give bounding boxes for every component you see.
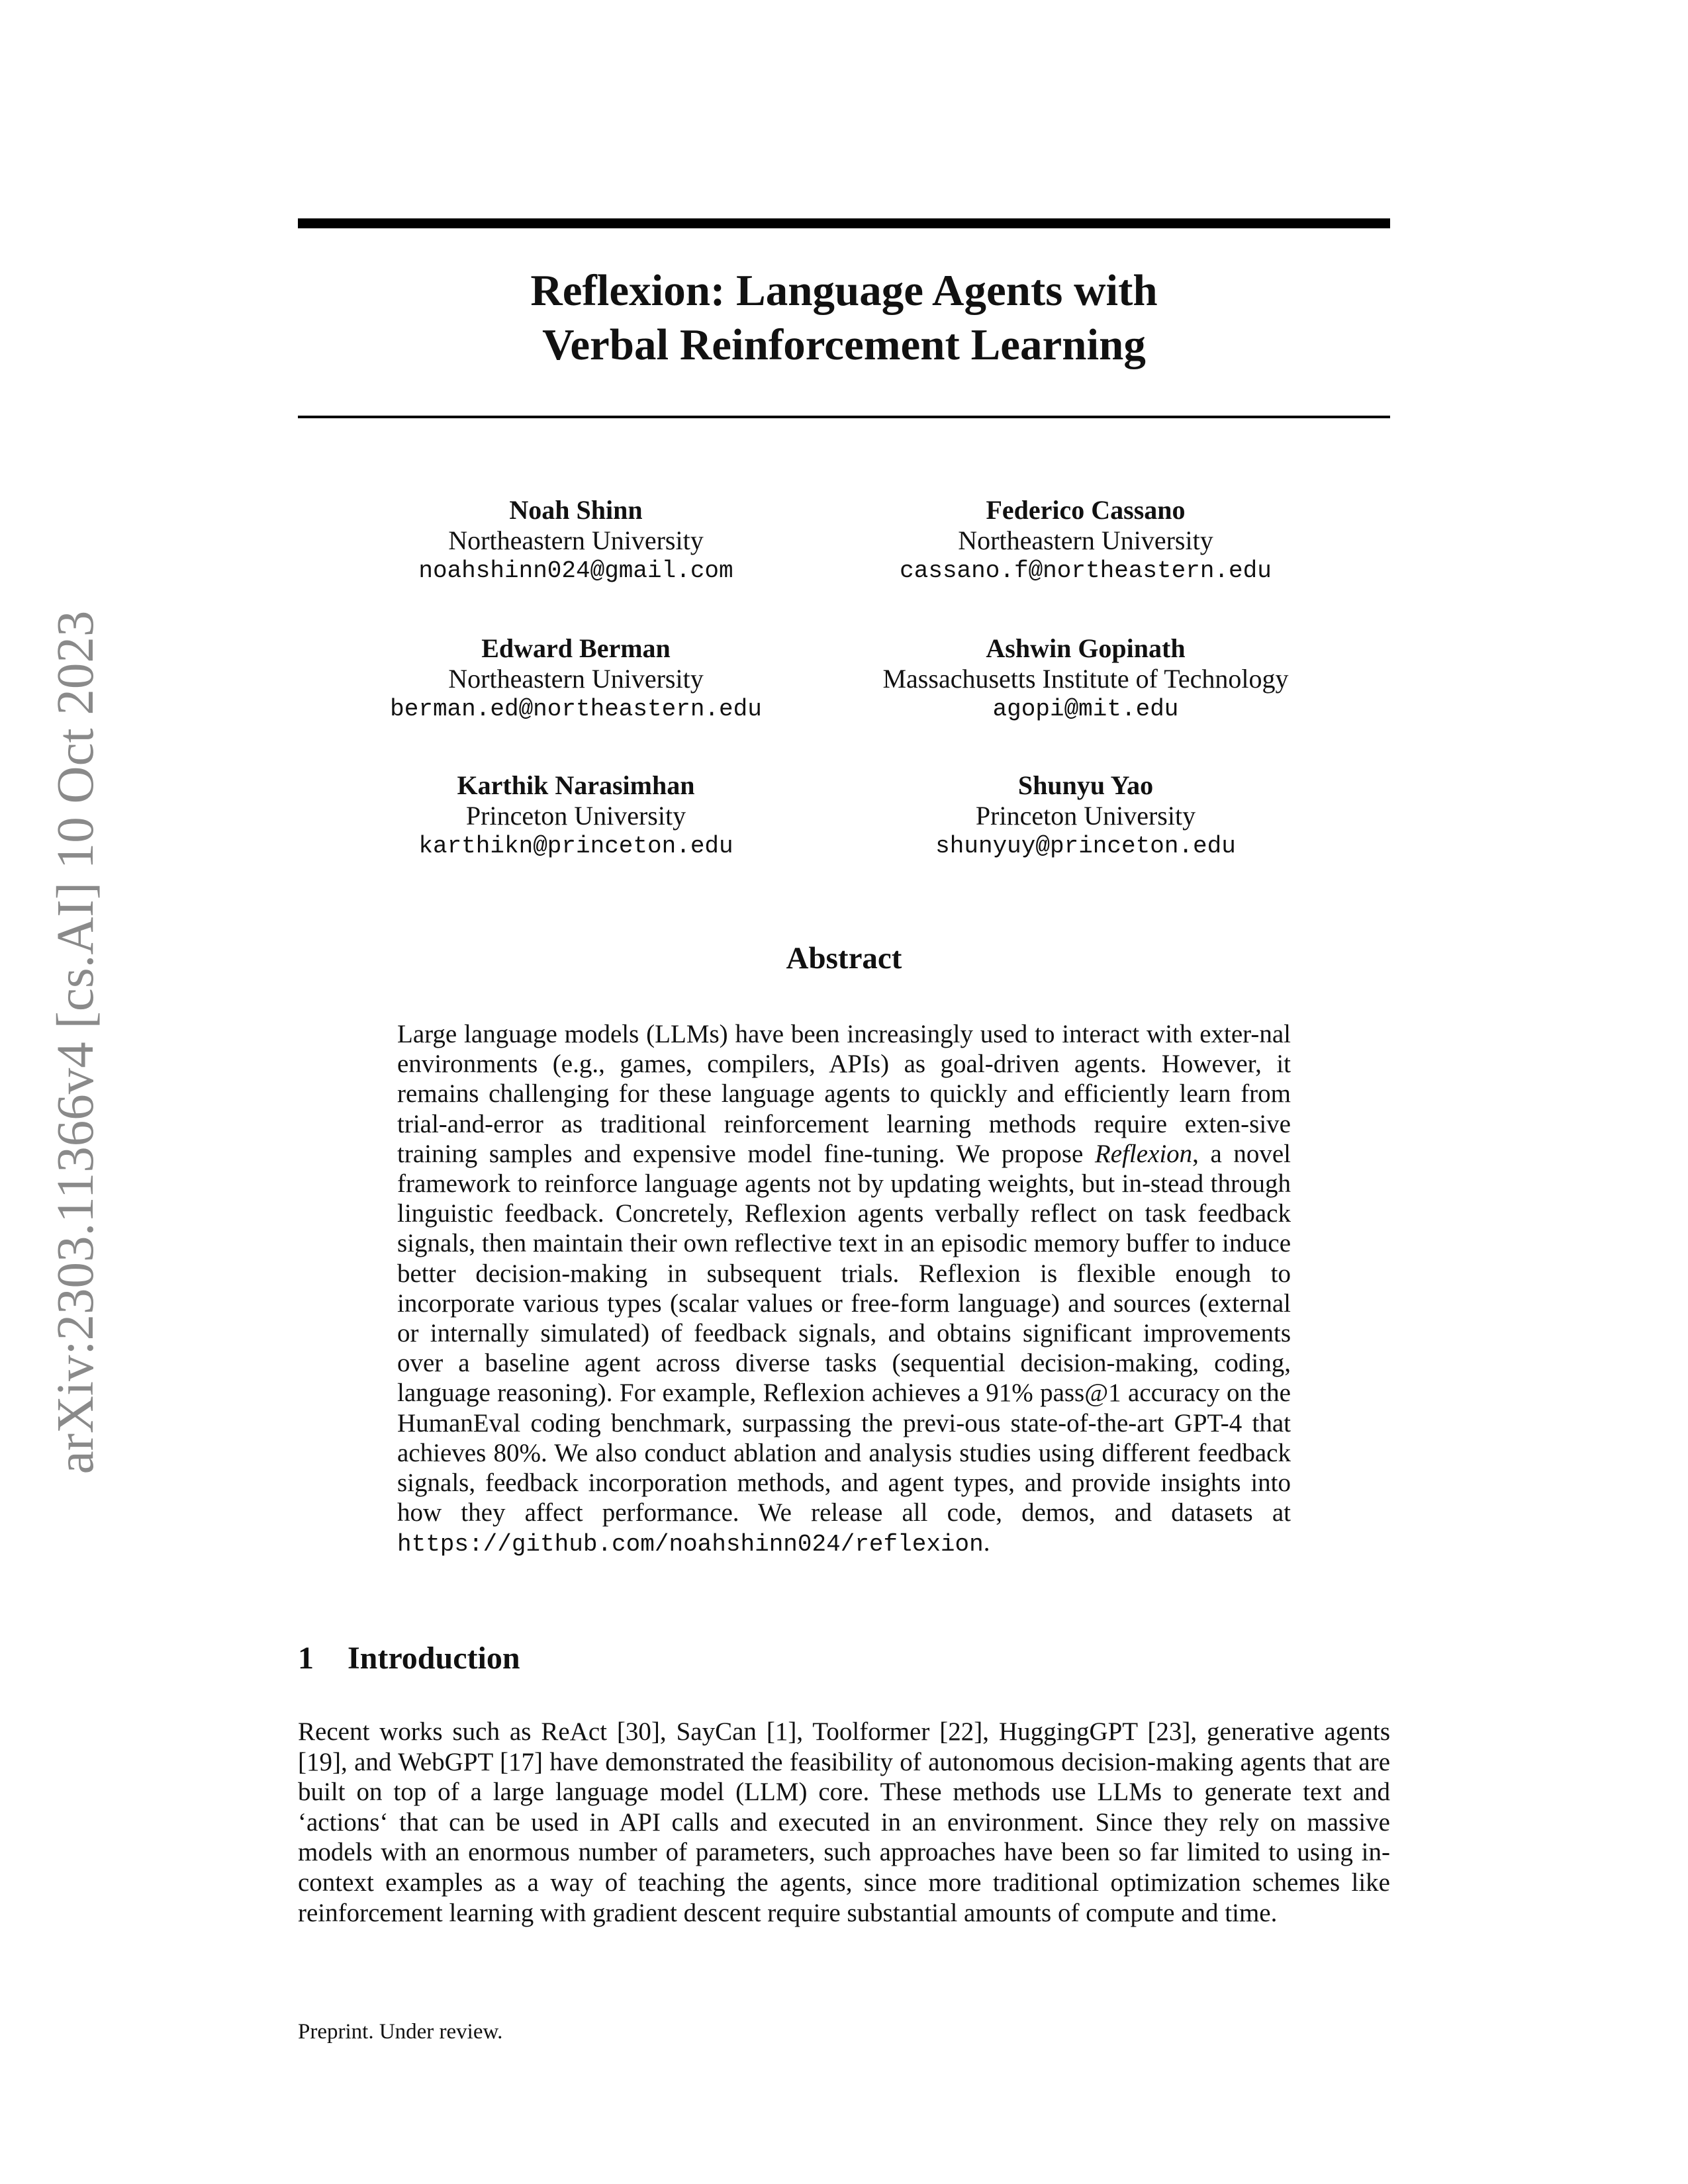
author-block xyxy=(834,495,1337,586)
author-email: agopi@mit.edu xyxy=(992,696,1179,723)
author-name: Edward Berman xyxy=(481,633,671,663)
section-title: Introduction xyxy=(348,1641,520,1676)
paper-title xyxy=(298,263,1390,372)
author-affiliation: Massachusetts Institute of Technology xyxy=(882,664,1289,694)
author-name: Ashwin Gopinath xyxy=(986,633,1186,663)
paper-title-line-1: Reflexion: Language Agents with xyxy=(530,266,1158,315)
abstract-end-punctuation: . xyxy=(983,1528,990,1557)
section-heading-introduction xyxy=(298,1640,1390,1677)
author-email: berman.ed@northeastern.edu xyxy=(390,696,762,723)
paper-title-line-2: Verbal Reinforcement Learning xyxy=(542,320,1146,369)
author-email: shunyuy@princeton.edu xyxy=(935,833,1236,860)
author-email: noahshinn024@gmail.com xyxy=(418,557,733,584)
title-rule-top xyxy=(298,218,1390,228)
author-name: Federico Cassano xyxy=(986,495,1186,525)
repository-link[interactable]: https://github.com/noahshinn024/reflexion xyxy=(397,1531,984,1559)
author-affiliation: Northeastern University xyxy=(958,525,1213,555)
author-affiliation: Princeton University xyxy=(975,801,1196,831)
abstract-heading: Abstract xyxy=(786,941,902,976)
author-name: Noah Shinn xyxy=(509,495,643,525)
author-email: karthikn@princeton.edu xyxy=(418,833,733,860)
section-number: 1 xyxy=(298,1641,314,1676)
arxiv-stamp: arXiv:2303.11366v4 [cs.AI] 10 Oct 2023 xyxy=(47,610,105,1475)
author-affiliation: Northeastern University xyxy=(448,664,704,694)
preprint-footnote: Preprint. Under review. xyxy=(298,2020,503,2044)
abstract-emphasis: Reflexion xyxy=(1094,1139,1193,1168)
author-block xyxy=(324,495,827,586)
author-name: Shunyu Yao xyxy=(1017,770,1154,800)
author-block xyxy=(324,770,827,862)
abstract-text-part: Large language models (LLMs) have been increasingly used to interact with exter-nal environments (e.g., games, compilers, APIs) as goal-driven agents. However, it remains challenging for these language agents to quickly and efficiently learn from trial-and-error as traditional reinforcement learning methods require exten-sive training samples and expensive model fine-tuning. We propose xyxy=(397,1020,1291,1168)
author-affiliation: Northeastern University xyxy=(448,525,704,555)
author-block xyxy=(834,633,1337,725)
title-rule-bottom xyxy=(298,416,1390,418)
author-email: cassano.f@northeastern.edu xyxy=(900,557,1272,584)
introduction-paragraph: Recent works such as ReAct [30], SayCan [1], Toolformer [22], HuggingGPT [23], generative agents [19], and WebGPT [17] have demonstrated the feasibility of autonomous decision-making agents that are built on top of a large language model (LLM) core. These methods use LLMs to generate text and ‘actions‘ that can be used in API calls and executed in an environment. Since they rely on massive models with an enormous number of parameters, such approaches have been so far limited to using in-context examples as a way of teaching the agents, since more traditional optimization schemes like reinforcement learning with gradient descent require substantial amounts of compute and time. xyxy=(298,1717,1390,1927)
author-block xyxy=(834,770,1337,862)
abstract-text-part: , a novel framework to reinforce language agents not by updating weights, but in-stead through linguistic feedback. Concretely, Reflexion agents verbally reflect on task feedback signals, then maintain their own reflective text in an episodic memory buffer to induce better decision-making in subsequent trials. Reflexion is flexible enough to incorporate various types (scalar values or free-form language) and sources (external or internally simulated) of feedback signals, and obtains significant improvements over a baseline agent across diverse tasks (sequential decision-making, coding, language reasoning). For example, Reflexion achieves a 91% pass@1 accuracy on the HumanEval coding benchmark, surpassing the previ-ous state-of-the-art GPT-4 that achieves 80%. We also conduct ablation and analysis studies using different feedback signals, feedback incorporation methods, and agent types, and provide insights into how they affect performance. We release all code, demos, and datasets at xyxy=(397,1139,1291,1527)
author-name: Karthik Narasimhan xyxy=(457,770,695,800)
author-affiliation: Princeton University xyxy=(465,801,686,831)
abstract-text xyxy=(397,1019,1291,1560)
author-block xyxy=(324,633,827,725)
